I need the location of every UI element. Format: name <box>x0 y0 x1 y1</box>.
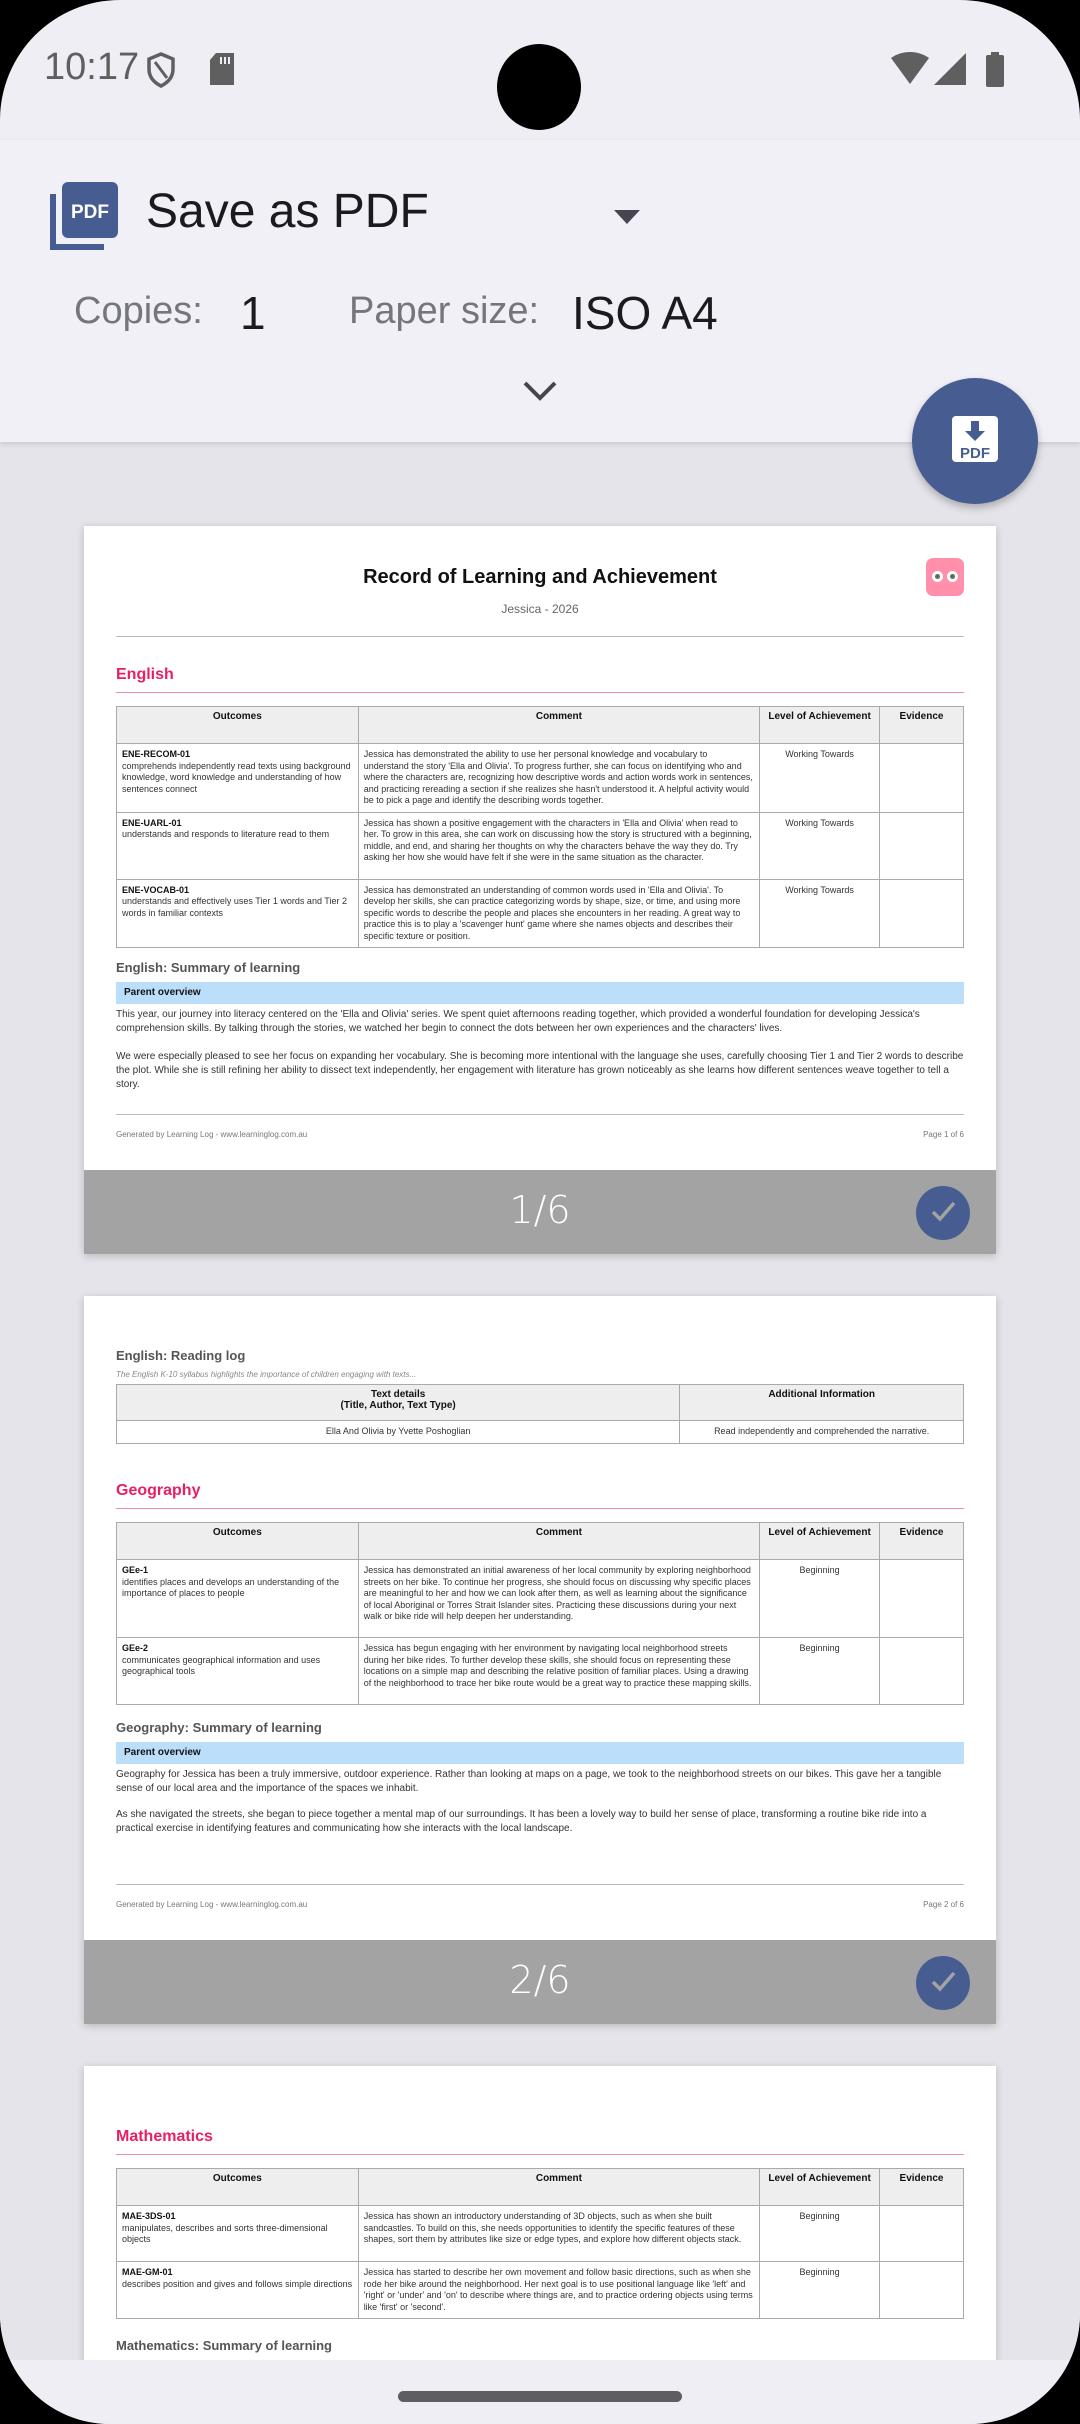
outcome-description: communicates geographical information and uses geographical tools <box>122 1654 321 1676</box>
outcome-description: understands and responds to literature read to them <box>122 829 330 839</box>
shield-icon <box>146 52 176 93</box>
summary-title: Mathematics: Summary of learning <box>116 2338 332 2353</box>
evidence-cell <box>880 1560 964 1638</box>
level-cell: Working Towards <box>760 879 880 948</box>
outcome-description: identifies places and develops an understanding of the importance of places to people <box>122 1576 340 1598</box>
english-outcomes-table <box>116 706 964 948</box>
col-header-level: Level of Achievement <box>760 1523 880 1560</box>
page-selected-checkbox[interactable] <box>916 1186 970 1240</box>
table-row <box>117 812 964 879</box>
col-header-level: Level of Achievement <box>760 707 880 744</box>
page-indicator: 2/6 <box>509 1958 571 2002</box>
level-cell: Working Towards <box>760 744 880 813</box>
geography-outcomes-table <box>116 1522 964 1705</box>
summary-title: English: Summary of learning <box>116 960 301 975</box>
svg-text:PDF: PDF <box>960 444 990 462</box>
outcome-description: describes position and gives and follows simple directions <box>122 2278 353 2289</box>
outcome-description: understands and effectively uses Tier 1 words and Tier 2 words in familiar contexts <box>122 896 347 918</box>
table-row <box>117 879 964 948</box>
home-gesture-handle[interactable] <box>398 2391 682 2402</box>
reading-log-table <box>116 1384 964 1444</box>
comment-cell: Jessica has shown an introductory understanding of 3D objects, such as when she built sandcastles. To build on this, she needs opportunities to identify the specific features of these shapes, sort them by attributes like size or edge types, and explore how different objects stack. <box>358 2206 759 2262</box>
comment-cell: Jessica has demonstrated an understanding of common words used in 'Ella and Olivia'. To develop her skills, she can practice categorizing words by shape, size, or time, and using more specific words to describe the people and places she encounters in her reading. A great way to practice this is to play a 'scavenger hunt' game where she names objects and describes their specific texture or position. <box>358 879 759 948</box>
col-header-outcomes: Outcomes <box>117 1523 359 1560</box>
comment-cell: Jessica has shown a positive engagement with the characters in 'Ella and Olivia' when read to her. To grow in this area, she can work on discussing how the story is structured with a beginning, middle, and end, and sharing her thoughts on why the characters behave the way they do. Try asking her how she would have felt if she were in the same situation as the character. <box>358 812 759 879</box>
preview-page-1[interactable] <box>84 526 996 1254</box>
page-selector-bar[interactable] <box>84 1940 996 2024</box>
printer-name: Save as PDF <box>146 185 429 238</box>
checkmark-icon <box>927 1195 959 1232</box>
page-footer-page-number: Page 1 of 6 <box>923 1130 964 1139</box>
outcome-description: manipulates, describes and sorts three-dimensional objects <box>122 2222 328 2244</box>
document-subtitle: Jessica - 2026 <box>501 602 579 616</box>
level-cell: Beginning <box>760 2262 880 2319</box>
col-header-text-details: Text details (Title, Author, Text Type) <box>117 1385 680 1421</box>
col-header-comment: Comment <box>358 1523 759 1560</box>
paper-size-label: Paper size: <box>349 290 540 332</box>
level-cell: Beginning <box>760 2206 880 2262</box>
level-cell: Beginning <box>760 1560 880 1638</box>
page-selector-bar[interactable] <box>84 1170 996 1254</box>
summary-title: Geography: Summary of learning <box>116 1720 322 1735</box>
copies-value[interactable]: 1 <box>240 287 266 339</box>
status-bar <box>0 0 1080 140</box>
outcome-code: MAE-3DS-01 <box>122 2211 176 2221</box>
outcome-code: ENE-VOCAB-01 <box>122 884 190 895</box>
parent-overview-bar: Parent overview <box>116 1742 964 1764</box>
status-time: 10:17 <box>44 46 140 88</box>
reading-log-note: The English K-10 syllabus highlights the importance of children engaging with texts... <box>116 1370 417 1379</box>
printer-selector[interactable] <box>140 170 660 260</box>
download-pdf-button[interactable] <box>912 378 1038 504</box>
document-title: Record of Learning and Achievement <box>363 566 717 588</box>
copies-label: Copies: <box>74 290 203 332</box>
table-row <box>117 1560 964 1638</box>
divider <box>116 692 964 693</box>
evidence-cell <box>880 879 964 948</box>
paper-size-value[interactable]: ISO A4 <box>572 287 718 339</box>
outcome-code: ENE-RECOM-01 <box>122 749 191 759</box>
col-header-comment: Comment <box>358 2169 759 2206</box>
preview-page-2[interactable] <box>84 1296 996 2024</box>
dropdown-arrow-icon <box>614 210 640 224</box>
table-row <box>117 744 964 813</box>
divider <box>116 636 964 637</box>
cellular-signal-icon <box>933 52 967 91</box>
col-header-evidence: Evidence <box>880 2169 964 2206</box>
table-row <box>117 1421 964 1444</box>
comment-cell: Jessica has demonstrated an initial awareness of her local community by exploring neighborhood streets on her bike. To continue her progress, she should focus on discussing why specific places are meaningful to her and how we can look after them, as well as learning about the significance of local Aboriginal or Torres Strait Islander sites. Practicing these discussions during your next walk or bike ride will help deepen her understanding. <box>358 1560 759 1638</box>
section-title-mathematics: Mathematics <box>116 2128 213 2145</box>
download-pdf-icon <box>950 414 1000 469</box>
pdf-printer-icon <box>48 180 120 257</box>
col-header-level: Level of Achievement <box>760 2169 880 2206</box>
sim-card-icon <box>208 52 236 91</box>
comment-cell: Jessica has begun engaging with her environment by navigating local neighborhood streets during her bike rides. To further develop these skills, she should focus on representing these locations on a simple map and describing the relative position of familiar places. Using a drawing of the neighborhood to trace her bike route would be a great way to practice these mapping skills. <box>358 1638 759 1705</box>
page-selected-checkbox[interactable] <box>916 1956 970 2010</box>
evidence-cell <box>880 2206 964 2262</box>
summary-paragraph: We were especially pleased to see her focus on expanding her vocabulary. She is becoming more intentional with the language she uses, carefully choosing Tier 1 and Tier 2 words to describe the plot. While she is still refining her ability to dissect text independently, her engagement with literature has grown noticeably as she learns how different sentences weave together to tell a story. <box>116 1051 964 1090</box>
additional-info-cell: Read independently and comprehended the narrative. <box>680 1421 964 1444</box>
outcome-code: GEe-2 <box>122 1643 149 1653</box>
comment-cell: Jessica has started to describe her own movement and follow basic directions, such as when she rode her bike around the neighborhood. Her next goal is to use positional language like 'left' and 'right' or 'under' and 'on' to describe where things are, and to practice ordering objects using terms like 'first' or 'second'. <box>358 2262 759 2319</box>
summary-paragraph: This year, our journey into literacy centered on the 'Ella and Olivia' series. We spent quiet afternoons reading together, which provided a wonderful foundation for developing Jessica's comprehension skills. By talking through the stories, we watched her begin to connect the dots between her own experiences and the characters' lives. <box>116 1009 920 1034</box>
evidence-cell <box>880 1638 964 1705</box>
navigation-bar <box>0 2360 1080 2424</box>
table-row <box>117 2262 964 2319</box>
preview-page-3[interactable] <box>84 2066 996 2360</box>
outcome-code: MAE-GM-01 <box>122 2267 173 2277</box>
col-header-outcomes: Outcomes <box>117 2169 359 2206</box>
divider <box>116 1508 964 1509</box>
col-header-evidence: Evidence <box>880 707 964 744</box>
outcome-code: GEe-1 <box>122 1565 149 1575</box>
page-indicator: 1/6 <box>509 1188 571 1232</box>
table-row <box>117 1638 964 1705</box>
summary-paragraph: Geography for Jessica has been a truly immersive, outdoor experience. Rather than looking at maps on a page, we took to the neighborhood streets on our bikes. This gave her a tangible sense of our local area and the importance of the spaces we inhabit. <box>116 1769 942 1794</box>
comment-cell: Jessica has demonstrated the ability to use her personal knowledge and vocabulary to understand the story 'Ella and Olivia'. To progress further, she can focus on identifying who and where the characters are, recognizing how descriptive words and action words work in sentences, and practicing rereading a section if she realizes she hasn't understood it. A helpful activity would be to pick a page and identify the describing words together. <box>358 744 759 813</box>
summary-paragraph: As she navigated the streets, she began to piece together a mental map of our surroundings. It has been a lovely way to build her sense of place, transforming a routine bike ride into a practical exercise in identifying features and communicating how she interacts with the local landscape. <box>116 1809 927 1834</box>
section-title-geography: Geography <box>116 1482 201 1499</box>
print-options-header <box>0 140 1080 442</box>
page-footer-generator: Generated by Learning Log - www.learninglog.com.au <box>116 1900 308 1909</box>
col-header-evidence: Evidence <box>880 1523 964 1560</box>
evidence-cell <box>880 812 964 879</box>
battery-icon <box>984 52 1006 93</box>
col-header-comment: Comment <box>358 707 759 744</box>
footer-divider <box>116 1884 964 1885</box>
front-camera <box>497 44 581 130</box>
outcome-description: comprehends independently read texts using background knowledge, word knowledge and understanding of how sentences connect <box>122 760 351 794</box>
table-row <box>117 2206 964 2262</box>
level-cell: Beginning <box>760 1638 880 1705</box>
mathematics-outcomes-table <box>116 2168 964 2319</box>
section-title-english: English <box>116 666 174 683</box>
divider <box>116 2154 964 2155</box>
col-header-outcomes: Outcomes <box>117 707 359 744</box>
print-preview-area[interactable] <box>0 442 1080 2360</box>
svg-text:PDF: PDF <box>71 202 109 223</box>
parent-overview-bar: Parent overview <box>116 982 964 1004</box>
outcome-code: ENE-UARL-01 <box>122 817 182 828</box>
evidence-cell <box>880 2262 964 2319</box>
col-header-additional-info: Additional Information <box>680 1385 964 1421</box>
reading-log-title: English: Reading log <box>116 1348 246 1363</box>
evidence-cell <box>880 744 964 813</box>
wifi-icon <box>890 52 930 91</box>
level-cell: Working Towards <box>760 812 880 879</box>
page-footer-generator: Generated by Learning Log - www.learninglog.com.au <box>116 1130 308 1139</box>
chevron-down-icon[interactable] <box>522 380 558 407</box>
page-footer-page-number: Page 2 of 6 <box>923 1900 964 1909</box>
checkmark-icon <box>927 1965 959 2002</box>
text-details-cell: Ella And Olivia by Yvette Poshoglian <box>117 1421 680 1444</box>
footer-divider <box>116 1114 964 1115</box>
